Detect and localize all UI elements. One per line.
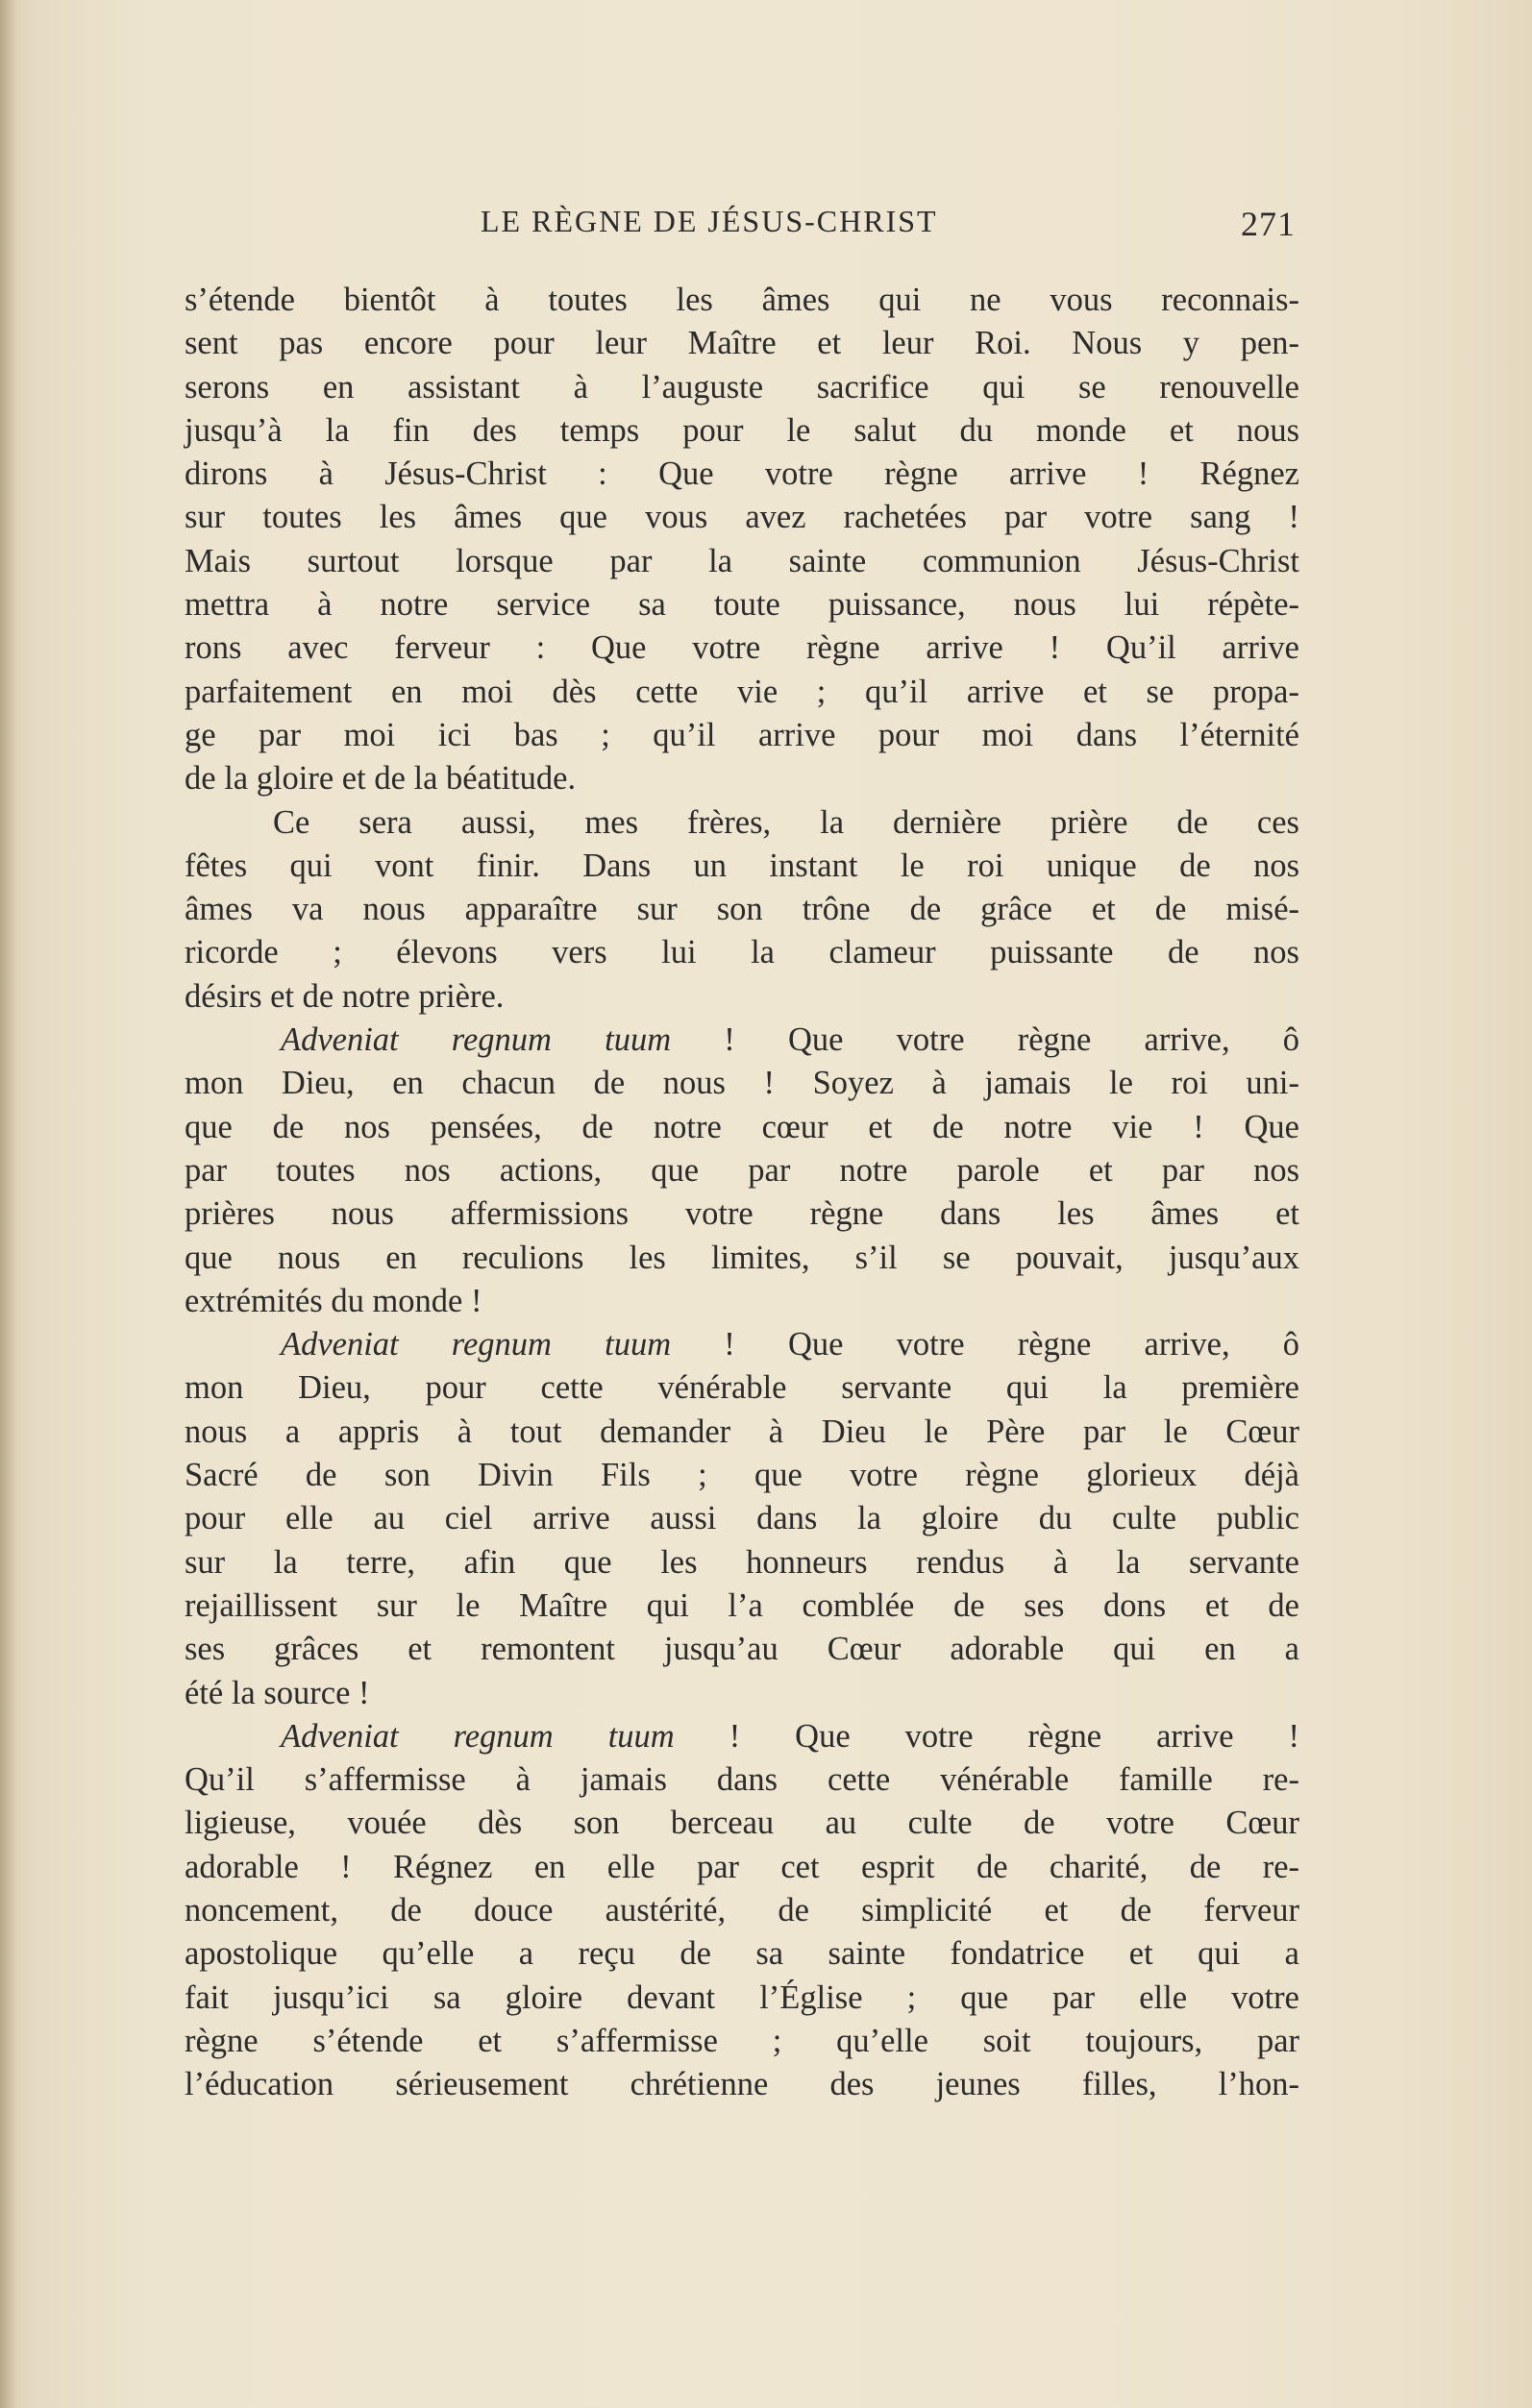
page-number: 271	[1241, 205, 1296, 243]
latin-incipit: Adveniat regnum tuum	[281, 1021, 672, 1059]
text-line: âmes va nous apparaître sur son trône de grâce et de misé-	[185, 891, 1299, 928]
text-line: prières nous affermissions votre règne dans les âmes et	[185, 1195, 1299, 1233]
paragraph	[185, 1715, 1299, 2107]
text-line: Sacré de son Divin Fils ; que votre règne glorieux déjà	[185, 1457, 1299, 1494]
text-line: règne s’étende et s’affermisse ; qu’elle soit toujours, par	[185, 2022, 1299, 2059]
text-line	[185, 1323, 1299, 1366]
text-run: ! Que votre règne arrive !	[674, 1717, 1299, 1755]
text-line: mon Dieu, en chacun de nous ! Soyez à jamais le roi uni-	[185, 1065, 1299, 1102]
text-line: de la gloire et de la béatitude.	[185, 760, 577, 798]
text-line: Qu’il s’affermisse à jamais dans cette vénérable famille re-	[185, 1761, 1299, 1799]
text-run: ! Que votre règne arrive, ô	[671, 1021, 1300, 1059]
text-line: désirs et de notre prière.	[185, 977, 505, 1015]
latin-incipit: Adveniat regnum tuum	[281, 1717, 675, 1755]
text-line: ses grâces et remontent jusqu’au Cœur adorable qui en a	[185, 1631, 1299, 1668]
text-line	[185, 1715, 1299, 1758]
text-line: adorable ! Régnez en elle par cet esprit de charité, de re-	[185, 1848, 1299, 1885]
paragraph	[185, 1323, 1299, 1715]
text-line: ge par moi ici bas ; qu’il arrive pour moi dans l’éternité	[185, 716, 1299, 753]
text-line: par toutes nos actions, que par notre parole et par nos	[185, 1151, 1299, 1189]
text-line: été la source !	[185, 1674, 370, 1711]
text-line: pour elle au ciel arrive aussi dans la gloire du culte public	[185, 1500, 1299, 1537]
text-line: ricorde ; élevons vers lui la clameur puissante de nos	[185, 934, 1299, 971]
running-head	[183, 204, 1307, 252]
text-line: sent pas encore pour leur Maître et leur Roi. Nous y pen-	[185, 325, 1299, 362]
text-line: parfaitement en moi dès cette vie ; qu’il arrive et se propa-	[185, 673, 1299, 710]
text-line: dirons à Jésus-Christ : Que votre règne arrive ! Régnez	[185, 455, 1299, 493]
paragraph	[185, 801, 1299, 1019]
text-line: l’éducation sérieusement chrétienne des jeunes filles, l’hon-	[185, 2066, 1299, 2103]
text-line: fait jusqu’ici sa gloire devant l’Église ; que par elle votre	[185, 1978, 1299, 2016]
text-line: apostolique qu’elle a reçu de sa sainte fondatrice et qui a	[185, 1935, 1299, 1973]
text-line: extrémités du monde !	[185, 1282, 482, 1319]
text-line: ligieuse, vouée dès son berceau au culte de votre Cœur	[185, 1805, 1299, 1842]
text-line: s’étende bientôt à toutes les âmes qui ne vous reconnais-	[185, 282, 1299, 318]
text-line: sur toutes les âmes que vous avez rachetées par votre sang !	[185, 499, 1299, 536]
running-title: LE RÈGNE DE JÉSUS-CHRIST	[481, 204, 938, 238]
text-line: mon Dieu, pour cette vénérable servante qui la première	[185, 1369, 1299, 1407]
text-line: nous a appris à tout demander à Dieu le Père par le Cœur	[185, 1413, 1299, 1450]
text-line: sur la terre, afin que les honneurs rendus à la servante	[185, 1543, 1299, 1581]
text-line: rejaillissent sur le Maître qui l’a comblée de ses dons et de	[185, 1586, 1299, 1624]
text-line: rons avec ferveur : Que votre règne arrive ! Qu’il arrive	[185, 629, 1299, 667]
paragraph	[185, 279, 1299, 801]
text-line: mettra à notre service sa toute puissance, nous lui répète-	[185, 586, 1299, 624]
text-line: noncement, de douce austérité, de simplicité et de ferveur	[185, 1891, 1299, 1929]
text-line: que de nos pensées, de notre cœur et de notre vie ! Que	[185, 1108, 1299, 1145]
text-line	[185, 1019, 1299, 1062]
text-line: Mais surtout lorsque par la sainte communion Jésus-Christ	[185, 542, 1299, 579]
text-line: que nous en reculions les limites, s’il se pouvait, jusqu’aux	[185, 1239, 1299, 1276]
gutter-shadow	[0, 0, 17, 2408]
paragraph	[185, 1019, 1299, 1323]
text-line: Ce sera aussi, mes frères, la dernière prière de ces	[273, 803, 1299, 841]
latin-incipit: Adveniat regnum tuum	[281, 1326, 672, 1364]
text-line: serons en assistant à l’auguste sacrifice qui se renouvelle	[185, 368, 1299, 405]
text-run: ! Que votre règne arrive, ô	[671, 1326, 1300, 1364]
body-text	[185, 279, 1299, 2106]
text-line: jusqu’à la fin des temps pour le salut du monde et nous	[185, 411, 1299, 449]
text-line: fêtes qui vont finir. Dans un instant le roi unique de nos	[185, 847, 1299, 884]
